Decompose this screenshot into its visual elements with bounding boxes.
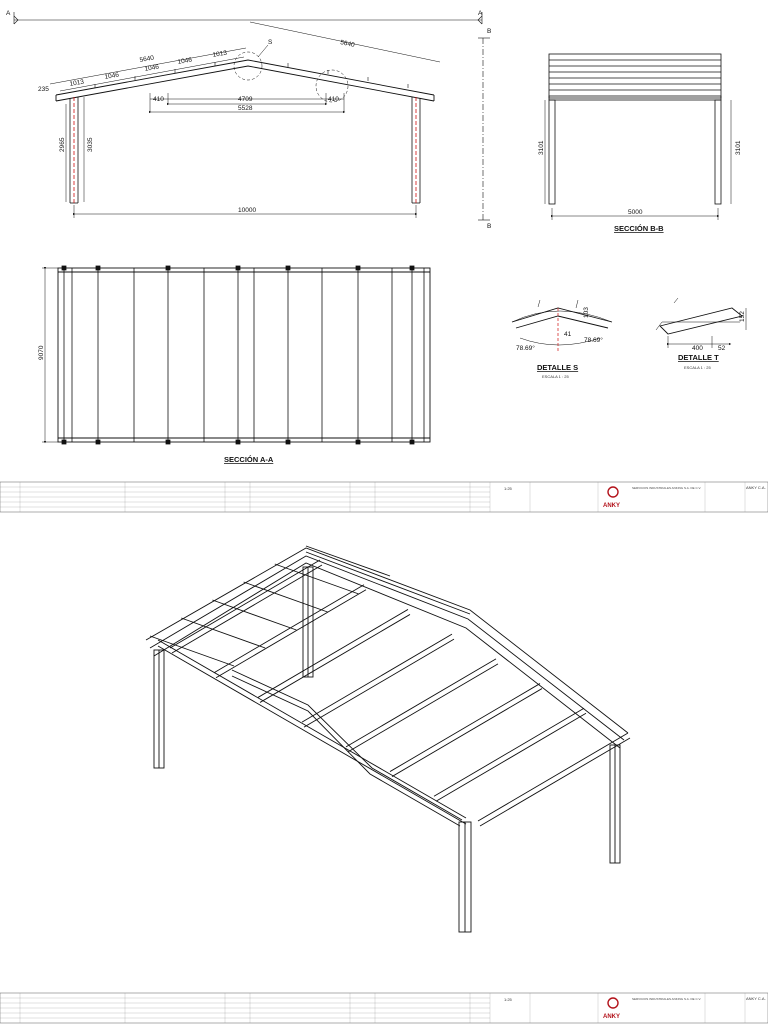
plan-connector [96,440,100,444]
dim-purlin-offset-left: 410 [153,96,164,103]
dim-b-width: 5000 [628,209,643,216]
plan-connector [356,440,360,444]
iso-purlin-right [478,733,628,821]
section-b-b-title: SECCIÓN B-B [614,224,664,233]
sheet-scale: 1:25 [504,997,512,1002]
roof-stack [549,54,721,100]
company-name: SERVICIOS INDUSTRIALES ANKING S.A. DE C.V. [632,486,702,490]
plan-connector [96,266,100,270]
plan-connector [410,266,414,270]
iso-purlin-right [390,684,540,772]
plan-connector [166,440,170,444]
iso-purlin-right-edge [260,614,410,702]
dim-inner-span: 4709 [238,96,253,103]
detail-t-scale: ESCALA 1 : 25 [684,365,711,370]
iso-purlin-right-edge [436,713,586,801]
dim-seg2: 1046 [104,71,120,81]
title-block-bottom [0,993,768,1023]
purlin-marks [95,62,408,88]
dim-eave: 235 [38,86,49,93]
iso-purlin-right-edge [480,738,630,826]
sheet-code: ANKY C.A. [746,485,766,490]
iso-purlins [150,546,630,826]
plan-connector [410,440,414,444]
iso-purlin-right-edge [348,664,498,752]
section-marker-b-bottom: B [487,223,492,230]
plan-connector [62,266,66,270]
iso-purlin-right [302,634,452,722]
dim-col-height-2: 3035 [87,137,94,152]
iso-purlin-right-edge [392,689,542,777]
section-marker-a-right: A [478,10,483,17]
section-a-a-plan [38,266,430,464]
detail-s-view [512,300,612,379]
plan-connector [166,266,170,270]
dim-outer-span: 5528 [238,105,253,112]
detail-s-scale: ESCALA 1 : 25 [542,374,569,379]
dim-col-height-1: 2965 [59,137,66,152]
section-b-b-view [538,54,742,233]
plan-rafters [62,266,424,444]
dim-b-height-left: 3101 [538,140,545,155]
detail-t-rise: 152 [739,311,746,322]
front-elevation [38,22,440,218]
iso-rear-rafter [146,548,628,748]
section-a-a-title: SECCIÓN A-A [224,455,274,464]
iso-column-right [610,745,620,863]
iso-purlin-right-edge [304,639,454,727]
plan-connector [62,440,66,444]
plan-connector [286,266,290,270]
dim-seg3: 1046 [144,63,160,73]
plan-connector [356,266,360,270]
dim-b-height-right: 3101 [735,140,742,155]
dim-slope-left: 5640 [139,54,155,64]
detail-s-angle-right: 78.69° [584,337,603,344]
plan-connector [286,440,290,444]
dim-total-span: 10000 [238,207,257,214]
dim-slope-right: 5640 [339,39,356,49]
plan-connector [236,440,240,444]
title-block-top [0,482,768,512]
sheet-scale: 1:25 [504,486,512,491]
section-marker-a-left: A [6,10,11,17]
company-brand: ANKY [603,1014,621,1020]
iso-purlin-right-edge [216,590,366,678]
section-cut-line-a [14,12,482,24]
iso-column-front [459,822,471,932]
iso-purlin-right [346,659,496,747]
dim-a-length: 9070 [38,345,45,360]
iso-purlin-right [434,708,584,796]
iso-column-left [154,650,164,768]
isometric-view [146,546,630,932]
detail-s-angle-left: 78.69° [516,345,535,352]
dim-seg5: 1013 [212,49,228,59]
iso-purlin-right [170,560,320,648]
detail-t-run: 400 [692,345,703,352]
company-logo-icon [608,998,618,1008]
company-brand: ANKY [603,503,621,509]
iso-purlin-right-edge [172,565,322,653]
detail-t-title: DETALLE T [678,353,719,362]
company-name: SERVICIOS INDUSTRIALES ANKING S.A. DE C.V. [632,997,702,1001]
detail-s-marker: S [268,39,273,46]
detail-s-offset: 103 [583,307,590,318]
detail-t-lip: 52 [718,345,726,352]
detail-s-depth: 41 [564,331,572,338]
dim-seg1: 1013 [69,78,85,88]
plan-connector [236,266,240,270]
detail-s-title: DETALLE S [537,363,579,372]
b-columns [549,100,721,204]
iso-purlin-right [258,609,408,697]
detail-t-view [656,298,746,370]
company-logo-icon [608,487,618,497]
dim-purlin-offset-right: 410 [328,96,339,103]
iso-front-rafter [232,670,462,826]
section-marker-b-top: B [487,28,492,35]
dim-seg4: 1046 [177,56,193,66]
roof-profile [56,60,434,101]
sheet-code: ANKY C.A. [746,996,766,1001]
